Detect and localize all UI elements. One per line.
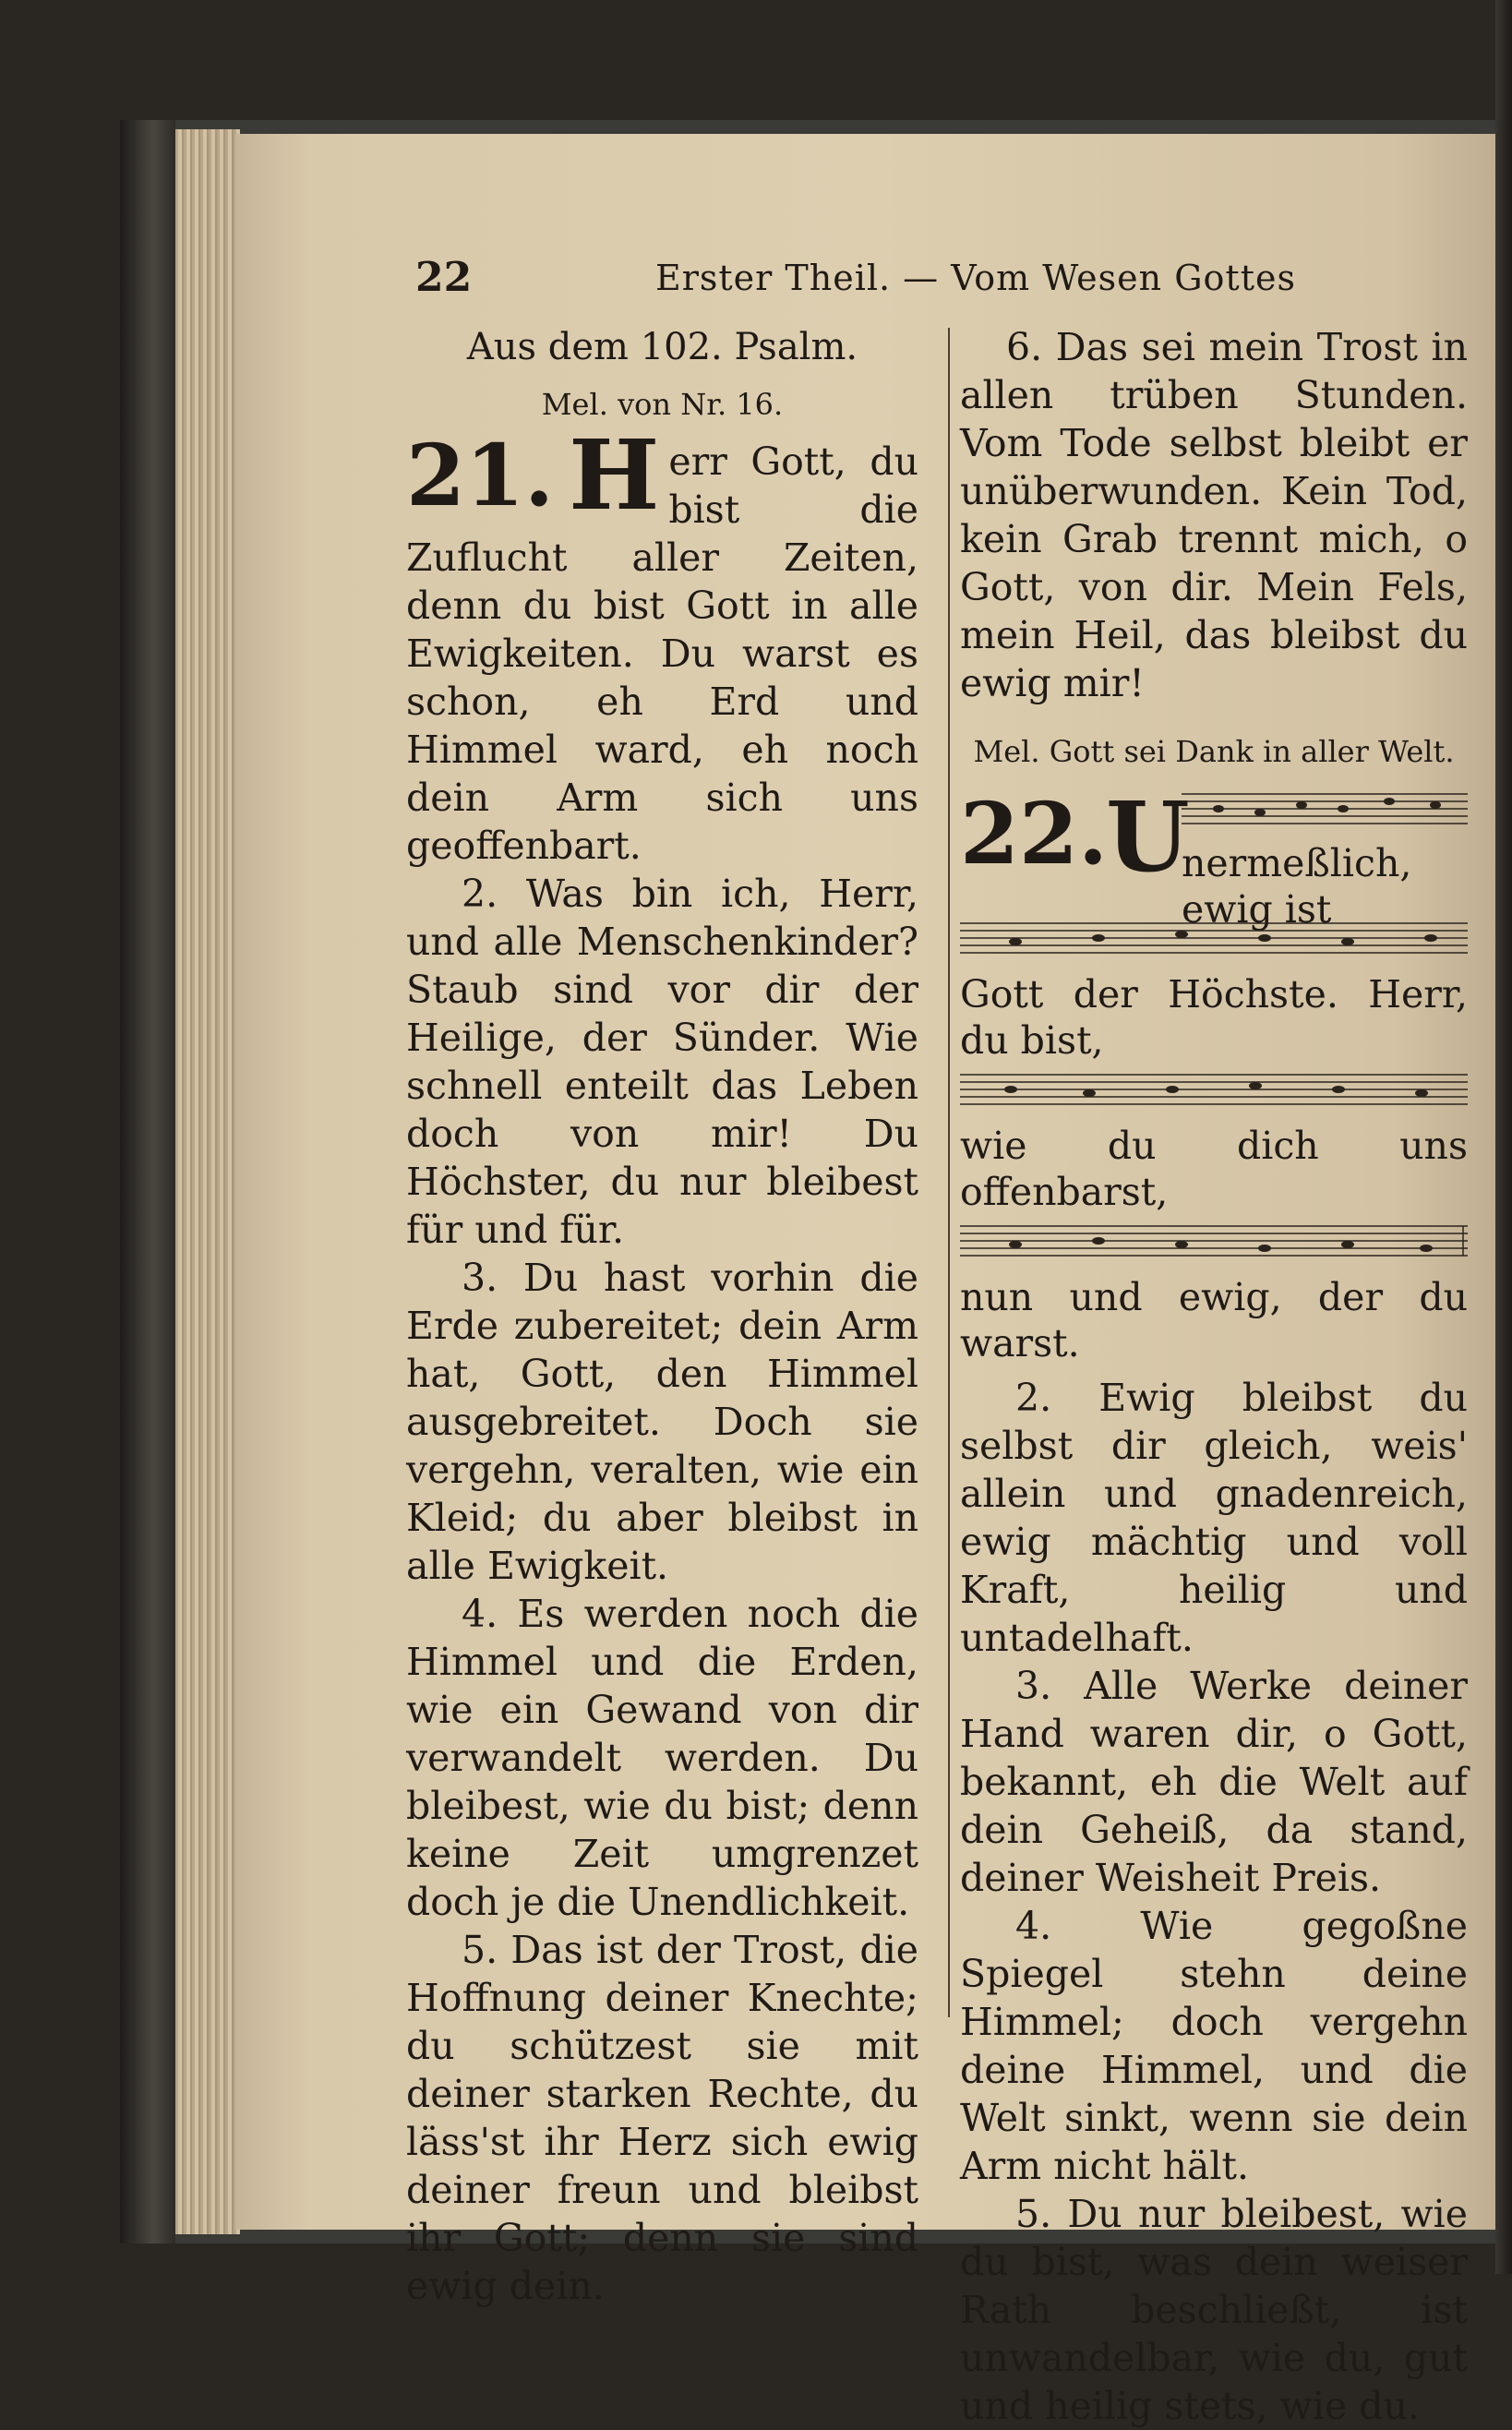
music-staff xyxy=(960,918,1468,960)
hymn-lyric: Gott der Höchste. Herr, du bist, xyxy=(960,972,1468,1063)
column-divider xyxy=(948,328,950,2017)
melody-note: Mel. Gott sei Dank in aller Welt. xyxy=(973,734,1455,769)
hymn-22-heading xyxy=(960,780,1468,932)
hymn-21 xyxy=(406,418,918,2310)
hymn-number: 22. xyxy=(960,784,1109,884)
hymn-number: 21. xyxy=(406,426,555,525)
music-system xyxy=(960,918,1468,1064)
verse: 6. Das sei mein Trost in allen trüben Stunden. Vom Tode selbst bleibt er unüberwunden. Kein Tod, kein Grab trennt mich, o Gott, von dir. Mein Fels, mein Heil, das bleibst du ewig mir! xyxy=(960,325,1468,705)
drop-cap: U xyxy=(1106,780,1190,894)
page-header xyxy=(415,254,1477,309)
verse: 2. Was bin ich, Herr, und alle Menschenkinder? Staub sind vor dir der Heilige, der Sünder. Wie schnell enteilt das Leben doch von mir! Du Höchster, du nur bleibest für und für. xyxy=(406,872,918,1252)
hymn-lyric: nermeßlich, ewig ist xyxy=(1182,841,1412,932)
music-staff xyxy=(960,1069,1468,1112)
verse: err Gott, du bist die Zuflucht aller Zeiten, denn du bist Gott in alle Ewigkeiten. Du warst es schon, eh Erd und Himmel ward, eh noch dein Arm sich uns geoffenbart. xyxy=(406,439,918,868)
drop-cap: H xyxy=(569,418,660,532)
music-system xyxy=(960,1221,1468,1366)
verse: 3. Du hast vorhin die Erde zubereitet; dein Arm hat, Gott, den Himmel ausgebreitet. Doch sie vergehn, veralten, wie ein Kleid; du aber bleibst in alle Ewigkeit. xyxy=(406,1256,918,1588)
melody-note: Mel. von Nr. 16. xyxy=(541,387,784,422)
music-staff xyxy=(1182,787,1468,833)
verse: 5. Das ist der Trost, die Hoffnung deiner Knechte; du schützest sie mit deiner starken Rechte, du läss'st ihr Herz sich ewig deiner freun und bleibst ihr Gott; denn sie sind ewig dein. xyxy=(406,1928,918,2308)
music-staff xyxy=(960,1221,1468,1263)
psalm-title: Aus dem 102. Psalm. xyxy=(466,326,858,368)
verse: 3. Alle Werke deiner Hand waren dir, o Gott, bekannt, eh die Welt auf dein Geheiß, da stand, deiner Weisheit Preis. xyxy=(960,1664,1468,1900)
left-column xyxy=(406,323,918,2310)
verse: 4. Es werden noch die Himmel und die Erden, wie ein Gewand von dir verwandelt werden. Du bleibest, wie du bist; denn keine Zeit umgrenzet doch je die Unendlichkeit. xyxy=(406,1592,918,1924)
page-edges xyxy=(175,129,240,2234)
verse: 5. Du nur bleibest, wie du bist, was dein weiser Rath beschließt, ist unwandelbar, wie du, gut und heilig stets, wie du. xyxy=(960,2192,1468,2428)
hymn-lyric: nun und ewig, der du warst. xyxy=(960,1275,1468,1365)
book-edge xyxy=(1495,0,1512,2274)
page-number: 22 xyxy=(415,254,473,301)
music-system xyxy=(960,1069,1468,1215)
right-column xyxy=(960,323,1468,2430)
book-page xyxy=(235,134,1495,2428)
verse: 4. Wie gegoßne Spiegel stehn deine Himmel; doch vergehn deine Himmel, und die Welt sinkt, wenn sie dein Arm nicht hält. xyxy=(960,1904,1468,2188)
running-title: Erster Theil. — Vom Wesen Gottes xyxy=(655,258,1296,298)
verse: 2. Ewig bleibst du selbst dir gleich, weis' allein und gnadenreich, ewig mächtig und voll Kraft, heilig und untadelhaft. xyxy=(960,1376,1468,1660)
hymn-lyric: wie du dich uns offenbarst, xyxy=(960,1124,1468,1214)
book-spine xyxy=(120,120,175,2244)
